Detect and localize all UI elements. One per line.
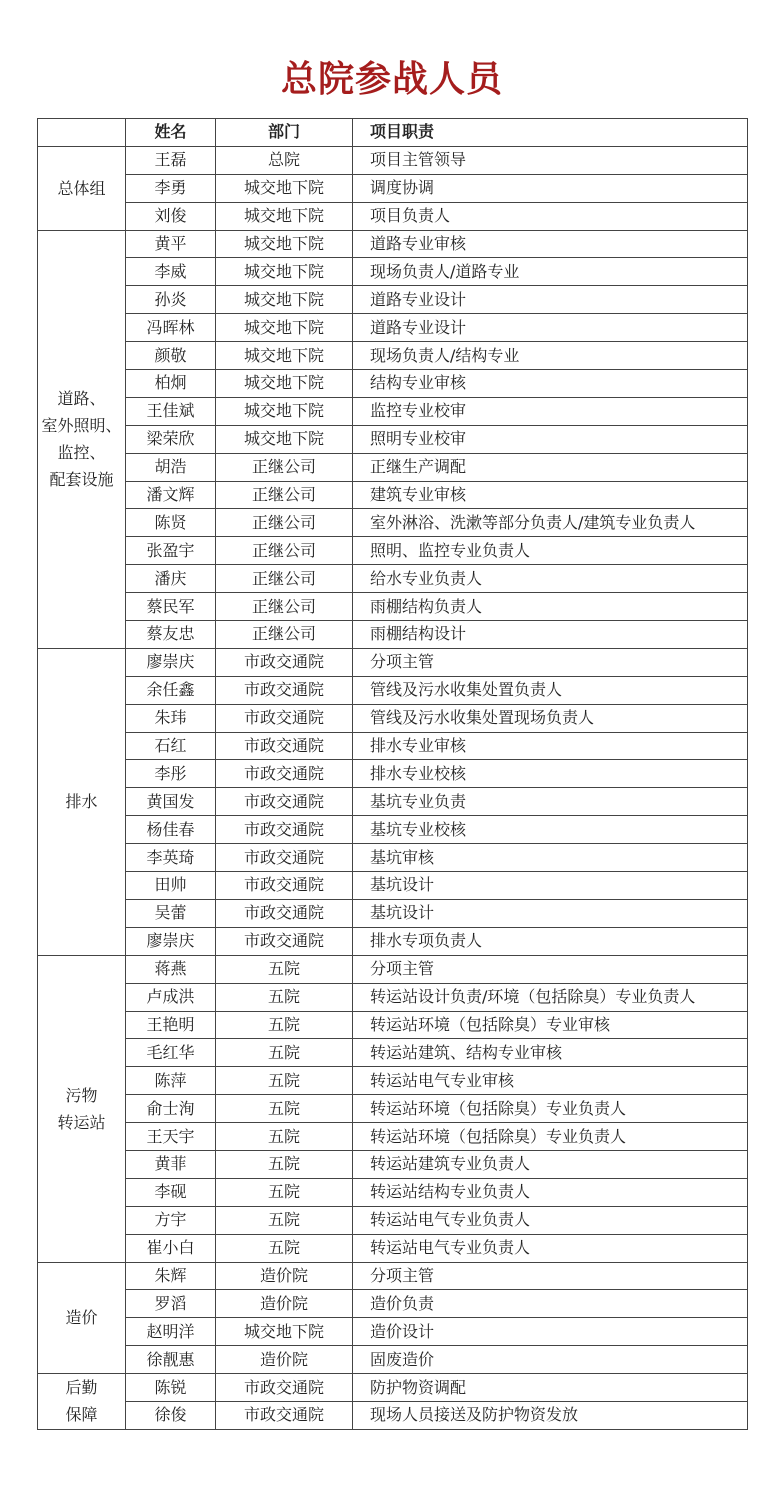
group-label-cell <box>38 230 126 648</box>
table-row <box>38 509 748 537</box>
table-row <box>38 174 748 202</box>
dept-cell: 城交地下院 <box>216 370 353 398</box>
name-cell: 梁荣欣 <box>126 425 216 453</box>
role-cell: 道路专业设计 <box>353 314 748 342</box>
dept-cell: 城交地下院 <box>216 286 353 314</box>
dept-cell: 五院 <box>216 955 353 983</box>
name-cell: 潘庆 <box>126 565 216 593</box>
table-row <box>38 1234 748 1262</box>
table-row <box>38 704 748 732</box>
role-cell: 转运站电气专业负责人 <box>353 1206 748 1234</box>
name-cell: 田帅 <box>126 872 216 900</box>
table-row <box>38 593 748 621</box>
role-cell: 正继生产调配 <box>353 453 748 481</box>
role-cell: 现场人员接送及防护物资发放 <box>353 1401 748 1429</box>
dept-cell: 五院 <box>216 1206 353 1234</box>
name-cell: 方宇 <box>126 1206 216 1234</box>
group-label-cell <box>38 1374 126 1430</box>
dept-cell: 城交地下院 <box>216 314 353 342</box>
role-cell: 排水专业校核 <box>353 760 748 788</box>
name-cell: 蔡友忠 <box>126 621 216 649</box>
dept-cell: 市政交通院 <box>216 648 353 676</box>
role-cell: 照明、监控专业负责人 <box>353 537 748 565</box>
group-label-line: 污物 <box>65 1085 98 1105</box>
name-cell: 朱辉 <box>126 1262 216 1290</box>
role-cell: 照明专业校审 <box>353 425 748 453</box>
name-cell: 王天宇 <box>126 1123 216 1151</box>
personnel-table <box>37 118 748 1430</box>
dept-cell: 正继公司 <box>216 481 353 509</box>
dept-cell: 市政交通院 <box>216 1374 353 1402</box>
role-cell: 转运站建筑专业负责人 <box>353 1150 748 1178</box>
role-cell: 转运站环境（包括除臭）专业审核 <box>353 1011 748 1039</box>
name-cell: 廖崇庆 <box>126 648 216 676</box>
dept-cell: 五院 <box>216 1011 353 1039</box>
table-row <box>38 1150 748 1178</box>
dept-cell: 造价院 <box>216 1346 353 1374</box>
name-cell: 赵明洋 <box>126 1318 216 1346</box>
table-row <box>38 955 748 983</box>
table-row <box>38 760 748 788</box>
dept-cell: 总院 <box>216 146 353 174</box>
dept-cell: 五院 <box>216 1067 353 1095</box>
name-cell: 石红 <box>126 732 216 760</box>
group-label-line: 室外照明、 <box>41 416 122 436</box>
role-cell: 调度协调 <box>353 174 748 202</box>
table-row <box>38 927 748 955</box>
header-name: 姓名 <box>126 119 216 147</box>
table-row <box>38 1262 748 1290</box>
table-row <box>38 788 748 816</box>
group-label-line: 道路、 <box>57 389 106 409</box>
dept-cell: 城交地下院 <box>216 174 353 202</box>
page-title: 总院参战人员 <box>280 59 503 100</box>
table-row <box>38 481 748 509</box>
role-cell: 转运站建筑、结构专业审核 <box>353 1039 748 1067</box>
group-label-line: 排水 <box>65 792 98 812</box>
group-label-line: 总体组 <box>57 178 106 198</box>
table-row <box>38 453 748 481</box>
name-cell: 陈锐 <box>126 1374 216 1402</box>
name-cell: 崔小白 <box>126 1234 216 1262</box>
table-row <box>38 1178 748 1206</box>
table-row <box>38 370 748 398</box>
table-row <box>38 816 748 844</box>
table-row <box>38 1206 748 1234</box>
role-cell: 分项主管 <box>353 1262 748 1290</box>
role-cell: 转运站电气专业审核 <box>353 1067 748 1095</box>
dept-cell: 城交地下院 <box>216 202 353 230</box>
dept-cell: 五院 <box>216 983 353 1011</box>
table-row <box>38 1123 748 1151</box>
table-row <box>38 872 748 900</box>
table-row <box>38 286 748 314</box>
table-row <box>38 565 748 593</box>
table-row <box>38 1374 748 1402</box>
dept-cell: 市政交通院 <box>216 732 353 760</box>
name-cell: 王艳明 <box>126 1011 216 1039</box>
dept-cell: 五院 <box>216 1095 353 1123</box>
name-cell: 刘俊 <box>126 202 216 230</box>
role-cell: 现场负责人/结构专业 <box>353 342 748 370</box>
table-row <box>38 732 748 760</box>
group-label-line: 保障 <box>65 1405 98 1425</box>
dept-cell: 市政交通院 <box>216 927 353 955</box>
role-cell: 固废造价 <box>353 1346 748 1374</box>
name-cell: 吴蕾 <box>126 899 216 927</box>
header-role: 项目职责 <box>353 119 748 147</box>
dept-cell: 市政交通院 <box>216 704 353 732</box>
header-dept: 部门 <box>216 119 353 147</box>
dept-cell: 五院 <box>216 1150 353 1178</box>
role-cell: 现场负责人/道路专业 <box>353 258 748 286</box>
role-cell: 雨棚结构负责人 <box>353 593 748 621</box>
role-cell: 转运站结构专业负责人 <box>353 1178 748 1206</box>
dept-cell: 正继公司 <box>216 593 353 621</box>
name-cell: 陈贤 <box>126 509 216 537</box>
dept-cell: 城交地下院 <box>216 258 353 286</box>
role-cell: 转运站设计负责/环境（包括除臭）专业负责人 <box>353 983 748 1011</box>
table-row <box>38 1039 748 1067</box>
group-label-line: 转运站 <box>57 1112 106 1132</box>
name-cell: 李砚 <box>126 1178 216 1206</box>
table-row <box>38 258 748 286</box>
dept-cell: 正继公司 <box>216 621 353 649</box>
role-cell: 分项主管 <box>353 955 748 983</box>
role-cell: 造价负责 <box>353 1290 748 1318</box>
name-cell: 王磊 <box>126 146 216 174</box>
dept-cell: 城交地下院 <box>216 425 353 453</box>
group-label-line: 造价 <box>65 1308 98 1328</box>
role-cell: 转运站环境（包括除臭）专业负责人 <box>353 1095 748 1123</box>
name-cell: 胡浩 <box>126 453 216 481</box>
role-cell: 项目主管领导 <box>353 146 748 174</box>
role-cell: 基坑专业负责 <box>353 788 748 816</box>
role-cell: 管线及污水收集处置负责人 <box>353 676 748 704</box>
dept-cell: 城交地下院 <box>216 1318 353 1346</box>
name-cell: 卢成洪 <box>126 983 216 1011</box>
role-cell: 分项主管 <box>353 648 748 676</box>
role-cell: 给水专业负责人 <box>353 565 748 593</box>
name-cell: 黄菲 <box>126 1150 216 1178</box>
role-cell: 室外淋浴、洗漱等部分负责人/建筑专业负责人 <box>353 509 748 537</box>
dept-cell: 造价院 <box>216 1290 353 1318</box>
dept-cell: 城交地下院 <box>216 230 353 258</box>
group-label-cell <box>38 146 126 230</box>
dept-cell: 市政交通院 <box>216 844 353 872</box>
dept-cell: 五院 <box>216 1178 353 1206</box>
table-row <box>38 202 748 230</box>
dept-cell: 五院 <box>216 1039 353 1067</box>
role-cell: 基坑审核 <box>353 844 748 872</box>
dept-cell: 市政交通院 <box>216 788 353 816</box>
name-cell: 李勇 <box>126 174 216 202</box>
table-row <box>38 230 748 258</box>
role-cell: 管线及污水收集处置现场负责人 <box>353 704 748 732</box>
name-cell: 黄平 <box>126 230 216 258</box>
dept-cell: 市政交通院 <box>216 872 353 900</box>
table-row <box>38 314 748 342</box>
role-cell: 建筑专业审核 <box>353 481 748 509</box>
name-cell: 王佳斌 <box>126 397 216 425</box>
name-cell: 陈萍 <box>126 1067 216 1095</box>
name-cell: 潘文辉 <box>126 481 216 509</box>
table-row <box>38 537 748 565</box>
role-cell: 结构专业审核 <box>353 370 748 398</box>
group-label-cell <box>38 955 126 1262</box>
role-cell: 转运站环境（包括除臭）专业负责人 <box>353 1123 748 1151</box>
table-header-row <box>38 119 748 147</box>
name-cell: 蔡民军 <box>126 593 216 621</box>
role-cell: 排水专业审核 <box>353 732 748 760</box>
table-row <box>38 648 748 676</box>
table-row <box>38 983 748 1011</box>
group-label-cell <box>38 1262 126 1374</box>
name-cell: 罗滔 <box>126 1290 216 1318</box>
table-row <box>38 397 748 425</box>
role-cell: 基坑专业校核 <box>353 816 748 844</box>
name-cell: 黄国发 <box>126 788 216 816</box>
role-cell: 道路专业审核 <box>353 230 748 258</box>
table-row <box>38 1318 748 1346</box>
header-group <box>38 119 126 147</box>
role-cell: 基坑设计 <box>353 899 748 927</box>
name-cell: 俞士洵 <box>126 1095 216 1123</box>
role-cell: 排水专项负责人 <box>353 927 748 955</box>
table-row <box>38 1011 748 1039</box>
name-cell: 李彤 <box>126 760 216 788</box>
name-cell: 孙炎 <box>126 286 216 314</box>
name-cell: 朱玮 <box>126 704 216 732</box>
role-cell: 基坑设计 <box>353 872 748 900</box>
dept-cell: 正继公司 <box>216 453 353 481</box>
table-row <box>38 1290 748 1318</box>
table-row <box>38 342 748 370</box>
name-cell: 柏炯 <box>126 370 216 398</box>
dept-cell: 市政交通院 <box>216 816 353 844</box>
name-cell: 蒋燕 <box>126 955 216 983</box>
group-label-line: 后勤 <box>65 1378 98 1398</box>
dept-cell: 正继公司 <box>216 565 353 593</box>
dept-cell: 正继公司 <box>216 509 353 537</box>
dept-cell: 市政交通院 <box>216 1401 353 1429</box>
name-cell: 李英琦 <box>126 844 216 872</box>
name-cell: 徐靓惠 <box>126 1346 216 1374</box>
table-row <box>38 1401 748 1429</box>
dept-cell: 五院 <box>216 1123 353 1151</box>
name-cell: 毛红华 <box>126 1039 216 1067</box>
dept-cell: 市政交通院 <box>216 760 353 788</box>
role-cell: 监控专业校审 <box>353 397 748 425</box>
dept-cell: 城交地下院 <box>216 342 353 370</box>
table-row <box>38 676 748 704</box>
name-cell: 杨佳春 <box>126 816 216 844</box>
dept-cell: 市政交通院 <box>216 676 353 704</box>
name-cell: 李威 <box>126 258 216 286</box>
role-cell: 道路专业设计 <box>353 286 748 314</box>
role-cell: 防护物资调配 <box>353 1374 748 1402</box>
group-label-line: 监控、 <box>57 443 106 463</box>
dept-cell: 城交地下院 <box>216 397 353 425</box>
table-row <box>38 146 748 174</box>
group-label-line: 配套设施 <box>49 470 114 490</box>
dept-cell: 正继公司 <box>216 537 353 565</box>
role-cell: 造价设计 <box>353 1318 748 1346</box>
group-label-cell <box>38 648 126 955</box>
table-row <box>38 425 748 453</box>
table-row <box>38 844 748 872</box>
dept-cell: 造价院 <box>216 1262 353 1290</box>
name-cell: 余任鑫 <box>126 676 216 704</box>
table-row <box>38 899 748 927</box>
role-cell: 转运站电气专业负责人 <box>353 1234 748 1262</box>
dept-cell: 五院 <box>216 1234 353 1262</box>
table-row <box>38 1095 748 1123</box>
table-row <box>38 1346 748 1374</box>
name-cell: 颜敬 <box>126 342 216 370</box>
name-cell: 冯晖林 <box>126 314 216 342</box>
table-row <box>38 621 748 649</box>
role-cell: 雨棚结构设计 <box>353 621 748 649</box>
name-cell: 徐俊 <box>126 1401 216 1429</box>
table-row <box>38 1067 748 1095</box>
dept-cell: 市政交通院 <box>216 899 353 927</box>
name-cell: 张盈宇 <box>126 537 216 565</box>
role-cell: 项目负责人 <box>353 202 748 230</box>
name-cell: 廖崇庆 <box>126 927 216 955</box>
